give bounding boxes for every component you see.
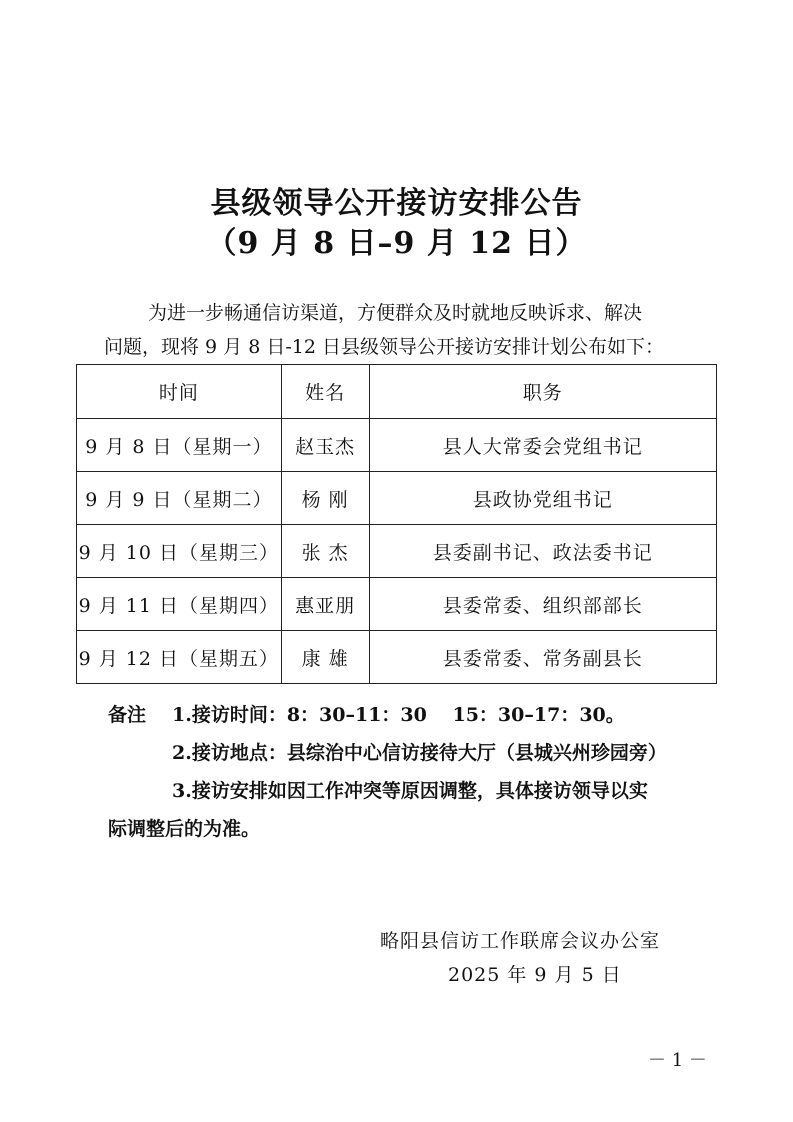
- note-item-1: 备注 1.接访时间：8：30–11：30 15：30–17：30。: [108, 697, 708, 733]
- notes-section: [108, 697, 708, 847]
- cell-time: 9 月 10 日（星期三）: [77, 525, 282, 578]
- header-time: 时间: [77, 365, 282, 419]
- schedule-table: [76, 364, 717, 684]
- intro-line-1: 为进一步畅通信访渠道，方便群众及时就地反映诉求、解决: [148, 302, 643, 324]
- cell-position: 县委常委、组织部部长: [369, 578, 716, 631]
- intro-line-2: 问题，现将 9 月 8 日-12 日县级领导公开接访安排计划公布如下：: [104, 336, 664, 358]
- note-item-3: 3.接访安排如因工作冲突等原因调整，具体接访领导以实: [172, 780, 648, 802]
- document-title: 县级领导公开接访安排公告: [210, 186, 583, 221]
- page-number: － 1 －: [648, 1050, 707, 1071]
- cell-position: 县委常委、常务副县长: [369, 631, 716, 684]
- cell-name: 赵玉杰: [281, 419, 369, 472]
- table-row: [77, 631, 717, 684]
- table-row: [77, 419, 717, 472]
- cell-name: 康 雄: [281, 631, 369, 684]
- header-name: 姓名: [281, 365, 369, 419]
- intro-paragraph: [104, 296, 698, 364]
- cell-position: 县人大常委会党组书记: [369, 419, 716, 472]
- cell-position: 县委副书记、政法委书记: [369, 525, 716, 578]
- cell-name: 惠亚朋: [281, 578, 369, 631]
- header-position: 职务: [369, 365, 716, 419]
- note-item-2: 2.接访地点：县综治中心信访接待大厅（县城兴州珍园旁）: [172, 742, 667, 764]
- cell-position: 县政协党组书记: [369, 472, 716, 525]
- cell-name: 张 杰: [281, 525, 369, 578]
- cell-name: 杨 刚: [281, 472, 369, 525]
- notes-label: 备注: [108, 704, 147, 726]
- signature-organization: 略阳县信访工作联席会议办公室: [380, 930, 661, 952]
- document-subtitle-dates: （9 月 8 日–9 月 12 日）: [206, 226, 587, 261]
- cell-time: 9 月 11 日（星期四）: [77, 578, 282, 631]
- table-row: [77, 472, 717, 525]
- note-item-3-continued: 际调整后的为准。: [108, 818, 261, 840]
- cell-time: 9 月 8 日（星期一）: [77, 419, 282, 472]
- table-row: [77, 578, 717, 631]
- table-header-row: [77, 365, 717, 419]
- table-row: [77, 525, 717, 578]
- signature-date: 2025 年 9 月 5 日: [448, 964, 622, 986]
- cell-time: 9 月 12 日（星期五）: [77, 631, 282, 684]
- cell-time: 9 月 9 日（星期二）: [77, 472, 282, 525]
